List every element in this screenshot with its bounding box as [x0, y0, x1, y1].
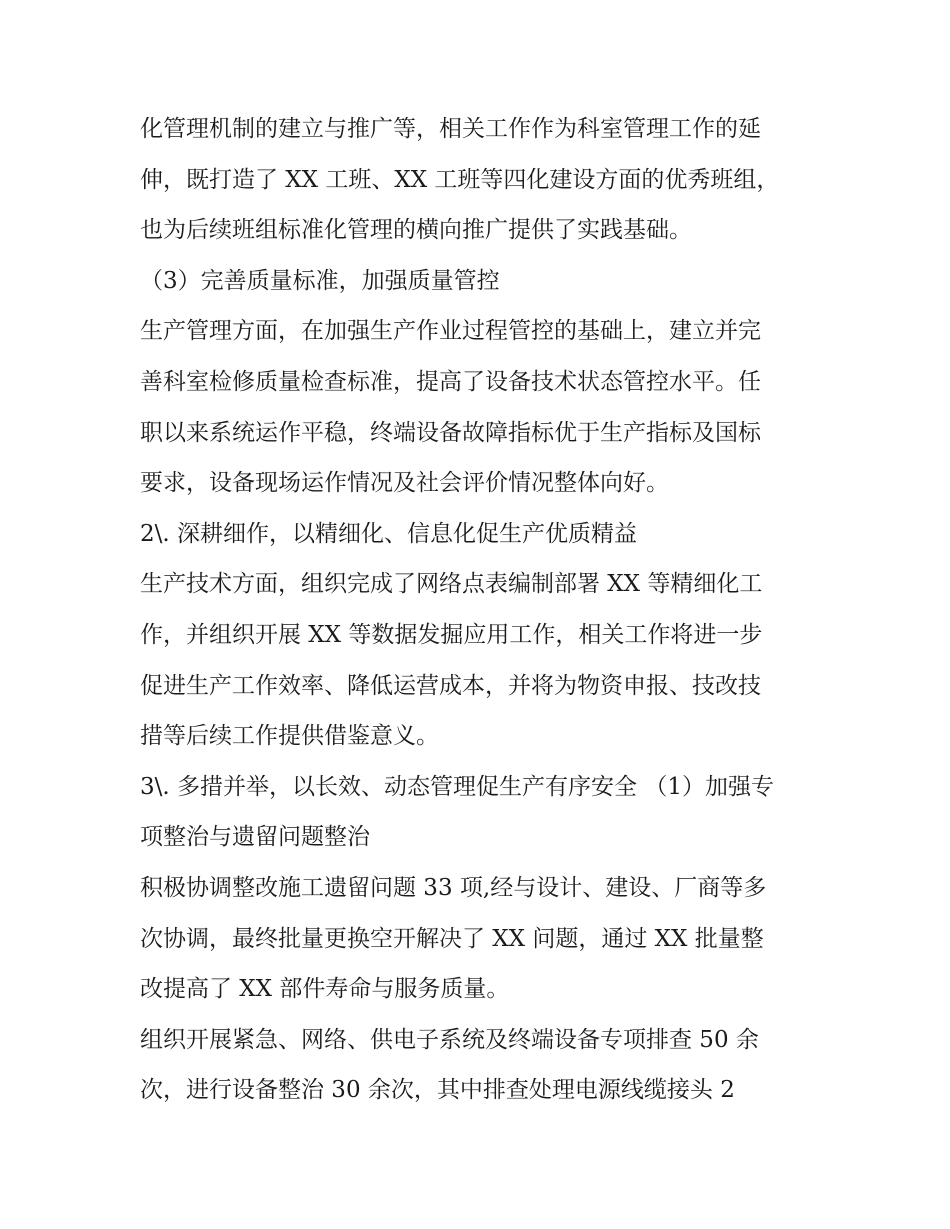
- text-line: 项整治与遗留问题整治: [140, 824, 370, 851]
- text-line: 伸，既打造了 XX 工班、XX 工班等四化建设方面的优秀班组，: [140, 166, 780, 193]
- text-line: 生产技术方面，组织完成了网络点表编制部署 XX 等精细化工: [140, 571, 763, 598]
- text-line: 组织开展紧急、网络、供电子系统及终端设备专项排查 50 余: [140, 1026, 759, 1053]
- text-line: 职以来系统运作平稳，终端设备故障指标优于生产指标及国标: [140, 419, 761, 446]
- text-line: 生产管理方面，在加强生产作业过程管控的基础上，建立并完: [140, 318, 761, 345]
- text-line: 次协调，最终批量更换空开解决了 XX 问题，通过 XX 批量整: [140, 925, 764, 952]
- text-line: 要求，设备现场运作情况及社会评价情况整体向好。: [140, 470, 669, 497]
- text-line: 措等后续工作提供借鉴意义。: [140, 723, 439, 750]
- text-line: 作，并组织开展 XX 等数据发掘应用工作，相关工作将进一步: [140, 621, 763, 648]
- text-line: 改提高了 XX 部件寿命与服务质量。: [140, 976, 510, 1003]
- text-line: 善科室检修质量检查标准，提高了设备技术状态管控水平。任: [140, 368, 761, 395]
- text-line: 化管理机制的建立与推广等，相关工作作为科室管理工作的延: [140, 116, 761, 142]
- text-line: 次，进行设备整治 30 余次，其中排查处理电源线缆接头 2: [140, 1077, 735, 1104]
- section-heading: （3）完善质量标准，加强质量管控: [140, 267, 500, 294]
- section-heading: 2\. 深耕细作，以精细化、信息化促生产优质精益: [140, 520, 638, 547]
- section-heading: 3\. 多措并举，以长效、动态管理促生产有序安全 （1）加强专: [140, 773, 774, 800]
- text-line: 促进生产工作效率、降低运营成本，并将为物资申报、技改技: [140, 672, 761, 699]
- document-body: [140, 104, 820, 1116]
- text-line: 积极协调整改施工遗留问题 33 项,经与设计、建设、厂商等多: [140, 874, 767, 901]
- text-line: 也为后续班组标准化管理的横向推广提供了实践基础。: [140, 217, 692, 244]
